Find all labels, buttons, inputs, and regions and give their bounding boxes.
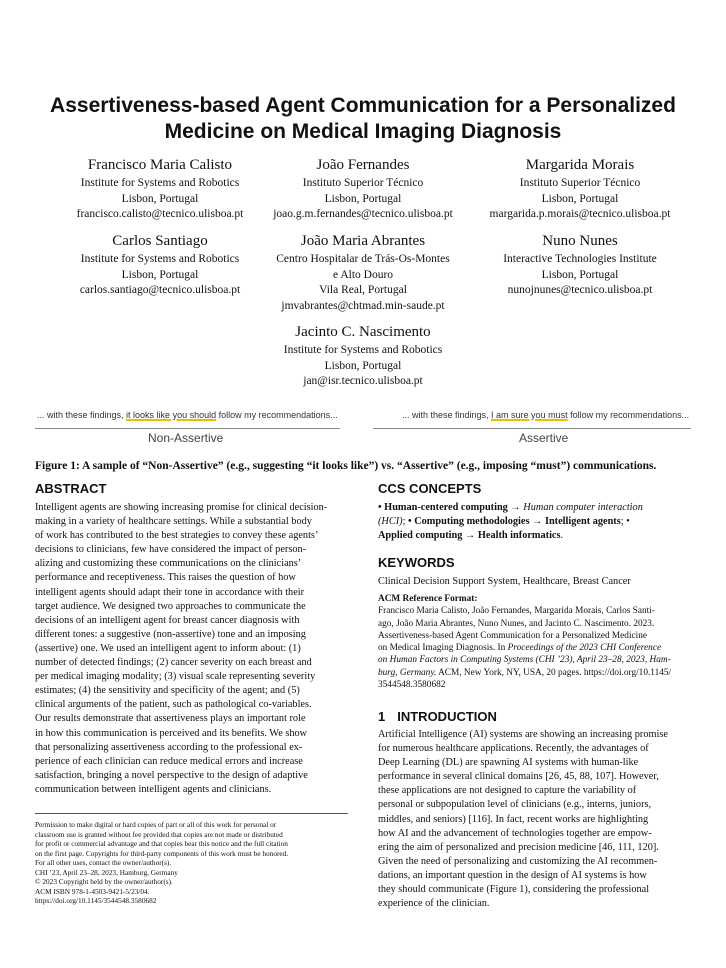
abstract-line: estimates; (4) the sensitivity and specificity of the agent; and (5) xyxy=(35,685,300,697)
footnote xyxy=(35,820,350,906)
author-block xyxy=(243,231,483,314)
reference-line: burg, Germany. xyxy=(378,667,437,678)
reference-line: 3544548.3580682 xyxy=(378,680,446,691)
author-name: Carlos Santiago xyxy=(112,233,208,249)
figure-label-assertive: Assertive xyxy=(519,431,569,445)
figure-text-post: follow my recommendations... xyxy=(216,410,338,420)
intro-heading xyxy=(378,709,497,724)
author-location: Lisbon, Portugal xyxy=(121,192,199,205)
author-name: Jacinto C. Nascimento xyxy=(295,324,431,340)
reference-line: Francisco Maria Calisto, João Fernandes, Margarida Morais, Carlos Santi- xyxy=(378,606,655,617)
abstract-line: making in a variety of healthcare settings. While a substantial body xyxy=(35,516,312,528)
ccs-term: Intelligent agents xyxy=(544,516,621,528)
author-email: francisco.calisto@tecnico.ulisboa.pt xyxy=(76,208,244,220)
abstract-line: perience of each clinician can reduce medical errors and increase xyxy=(35,755,303,767)
reference-line: ago, João Maria Abrantes, Nuno Nunes, and Jacinto C. Nascimento. 2023. xyxy=(378,618,655,629)
author-location: Lisbon, Portugal xyxy=(121,268,199,281)
abstract-line: number of detected findings; (2) cancer severity on each breast and xyxy=(35,657,312,669)
abstract-line: alizing and customizing these communications on the clinicians’ xyxy=(35,558,302,570)
abstract-line: per medical imaging modality; (3) visual scale representing severity xyxy=(35,671,316,683)
author-affiliation: Centro Hospitalar de Trás-Os-Montes xyxy=(276,253,450,265)
intro-line: performance in several clinical domains [26, 45, 88, 107]. However, xyxy=(378,771,659,783)
footnote-line: CHI ’23, April 23–28, 2023, Hamburg, Germany xyxy=(35,867,178,877)
footnote-line: Permission to make digital or hard copies of part or all of this work for personal or xyxy=(35,820,277,829)
figure-highlight: it looks like you should xyxy=(126,410,217,420)
reference-line: on Human Factors in Computing Systems (CHI ’23), April 23–28, 2023, Ham- xyxy=(378,655,671,666)
reference-line: ACM, New York, NY, USA, 20 pages. https://doi.org/10.1145/ xyxy=(436,667,672,678)
abstract-line: decisions to clinicians, few have considered the impact of person- xyxy=(35,544,307,556)
section-number: 1 xyxy=(378,709,386,724)
figure-text-pre: ... with these findings, xyxy=(402,410,492,420)
abstract-line: different tones: a suggestive (non-assertive) tone and an imposing xyxy=(35,628,306,640)
abstract-line: Intelligent agents are showing increasing promise for clinical decision- xyxy=(35,502,328,513)
author-affiliation: Institute for Systems and Robotics xyxy=(80,253,240,265)
author-email: jmvabrantes@chtmad.min-saude.pt xyxy=(281,299,445,312)
author-name: Nuno Nunes xyxy=(542,233,618,249)
abstract-line: (assertive) one. We used an intelligent agent to inform about: (1) xyxy=(35,642,301,654)
intro-line: Given the need of personalizing and customizing the AI recommen- xyxy=(378,855,658,867)
author-name: João Fernandes xyxy=(316,157,410,173)
ccs-sep: ; xyxy=(402,516,409,528)
ccs-term: (HCI) xyxy=(378,516,403,528)
title-line-2: Medicine on Medical Imaging Diagnosis xyxy=(164,120,562,143)
figure-sample-assertive xyxy=(402,410,689,420)
ccs-term: Health informatics xyxy=(477,530,561,542)
author-email: jan@isr.tecnico.ulisboa.pt xyxy=(303,375,423,387)
figure-sample-non-assertive xyxy=(37,410,338,420)
keywords-heading: KEYWORDS xyxy=(378,555,455,570)
abstract-line: in how this communication is perceived and its benefits. We show xyxy=(35,727,308,739)
abstract-body xyxy=(35,501,357,797)
author-block xyxy=(243,322,483,390)
ccs-arrow: → xyxy=(529,516,545,528)
ccs-term: • Human-centered computing xyxy=(378,502,508,513)
author-block xyxy=(460,231,700,299)
abstract-line: communication between intelligent agents and clinicians. xyxy=(35,783,272,795)
intro-line: how AI and the advancement of technologies together are empow- xyxy=(378,827,652,839)
author-location: Lisbon, Portugal xyxy=(541,268,619,281)
ccs-term: Applied computing xyxy=(378,530,463,542)
footnote-line: on the first page. Copyrights for third-party components of this work must be honored. xyxy=(35,848,289,858)
abstract-heading: ABSTRACT xyxy=(35,481,107,496)
footnote-line: ACM ISBN 978-1-4503-9421-5/23/04. xyxy=(35,886,150,896)
abstract-line: Our results demonstrate that assertiveness plays an important role xyxy=(35,713,306,725)
author-block xyxy=(460,155,700,223)
author-affiliation: Interactive Technologies Institute xyxy=(503,253,657,265)
section-title: INTRODUCTION xyxy=(397,709,497,724)
intro-line: Deep Learning (DL) are spawning AI systems with human-like xyxy=(378,757,639,769)
figure-text-post: follow my recommendations... xyxy=(567,410,690,420)
author-block xyxy=(243,155,483,223)
figure-caption: Figure 1: A sample of “Non-Assertive” (e.g., suggesting “it looks like”) vs. “Assertive” (e.g., imposing “must”) communications. xyxy=(35,460,657,472)
footnote-line: For all other uses, contact the owner/author(s). xyxy=(35,858,172,867)
intro-line: personal or subpopulation level of clinicians (e.g., interns, juniors, xyxy=(378,799,652,811)
ccs-arrow: → xyxy=(462,530,478,542)
author-affiliation: Institute for Systems and Robotics xyxy=(283,344,443,356)
reference-line: on Medical Imaging Diagnosis. In xyxy=(378,643,508,654)
abstract-line: that personalizing assertiveness according to the professional ex- xyxy=(35,741,303,753)
intro-line: they should communicate (Figure 1), considering the professional xyxy=(378,884,650,896)
author-email: nunojnunes@tecnico.ulisboa.pt xyxy=(507,284,653,296)
ccs-term: • Computing methodologies xyxy=(408,516,530,528)
title-line-1: Assertiveness-based Agent Communication for a Personalized xyxy=(50,94,676,117)
acm-reference xyxy=(378,593,692,691)
ccs-arrow: → xyxy=(507,502,524,513)
footnote-rule xyxy=(35,813,348,814)
reference-heading: ACM Reference Format: xyxy=(378,594,478,604)
ccs-term: Human computer interaction xyxy=(523,502,643,513)
footnote-line: © 2023 Copyright held by the owner/author(s). xyxy=(35,877,173,886)
ccs-heading: CCS CONCEPTS xyxy=(378,481,482,496)
abstract-line: performance and receptiveness. This raises the question of how xyxy=(35,572,296,584)
author-location: Lisbon, Portugal xyxy=(324,192,402,205)
intro-line: middles, and seniors) [116]. In fact, recent works are highlighting xyxy=(378,813,649,825)
reference-line: Assertiveness-based Agent Communication for a Personalized Medicine xyxy=(378,630,648,641)
intro-line: Artificial Intelligence (AI) systems are showing an increasing promise xyxy=(378,729,668,740)
author-email: carlos.santiago@tecnico.ulisboa.pt xyxy=(79,284,241,296)
figure-label-non-assertive: Non-Assertive xyxy=(148,431,224,445)
figure-divider xyxy=(373,428,691,429)
paper-title xyxy=(0,93,726,145)
ccs-sep: ; • xyxy=(620,516,630,528)
author-affiliation: Instituto Superior Técnico xyxy=(519,177,641,189)
abstract-line: satisfaction, bringing a novel perspective to the design of adaptive xyxy=(35,769,308,781)
intro-line: experience of the clinician. xyxy=(378,898,490,910)
keywords-text: Clinical Decision Support System, Healthcare, Breast Cancer xyxy=(378,576,631,587)
intro-line: ering the aim of personalized and precision medicine [46, 111, 120]. xyxy=(378,841,659,853)
author-name: Francisco Maria Calisto xyxy=(87,157,233,173)
author-location: Vila Real, Portugal xyxy=(319,284,407,296)
author-affiliation-2: e Alto Douro xyxy=(332,268,394,281)
intro-line: for numerous healthcare applications. Recently, the advantages of xyxy=(378,743,649,755)
footnote-line: classroom use is granted without fee provided that copies are not made or distributed xyxy=(35,829,283,839)
abstract-line: intelligent agents should adapt their tone in accordance with their xyxy=(35,586,305,598)
footnote-line: for profit or commercial advantage and that copies bear this notice and the full citation xyxy=(35,839,288,848)
author-name: João Maria Abrantes xyxy=(300,233,426,249)
author-affiliation: Institute for Systems and Robotics xyxy=(80,177,240,189)
figure-divider xyxy=(35,428,340,429)
abstract-line: decisions of an intelligent agent for breast cancer diagnosis with xyxy=(35,614,300,626)
figure-highlight: I am sure you must xyxy=(491,410,568,420)
abstract-line: target audience. We designed two approaches to communicate the xyxy=(35,600,306,612)
intro-line: these applications are not designed to capture the variability of xyxy=(378,785,637,797)
author-email: joao.g.m.fernandes@tecnico.ulisboa.pt xyxy=(273,208,453,220)
author-affiliation: Instituto Superior Técnico xyxy=(302,177,424,189)
reference-line: Proceedings of the 2023 CHI Conference xyxy=(507,643,662,654)
abstract-line: clinical arguments of the patient, such as pathological co-variables. xyxy=(35,699,312,711)
author-location: Lisbon, Portugal xyxy=(541,192,619,205)
author-email: margarida.p.morais@tecnico.ulisboa.pt xyxy=(489,208,671,220)
intro-line: dations, an important question in the design of AI systems is how xyxy=(378,869,647,881)
author-name: Margarida Morais xyxy=(525,157,635,173)
ccs-body xyxy=(378,501,692,543)
abstract-line: of work has contributed to the best strategies to convey these agents’ xyxy=(35,530,319,542)
author-location: Lisbon, Portugal xyxy=(324,359,402,372)
figure-text-pre: ... with these findings, xyxy=(37,410,127,420)
ccs-sep: . xyxy=(560,530,564,542)
footnote-line: https://doi.org/10.1145/3544548.3580682 xyxy=(35,896,157,905)
intro-body xyxy=(378,728,692,911)
